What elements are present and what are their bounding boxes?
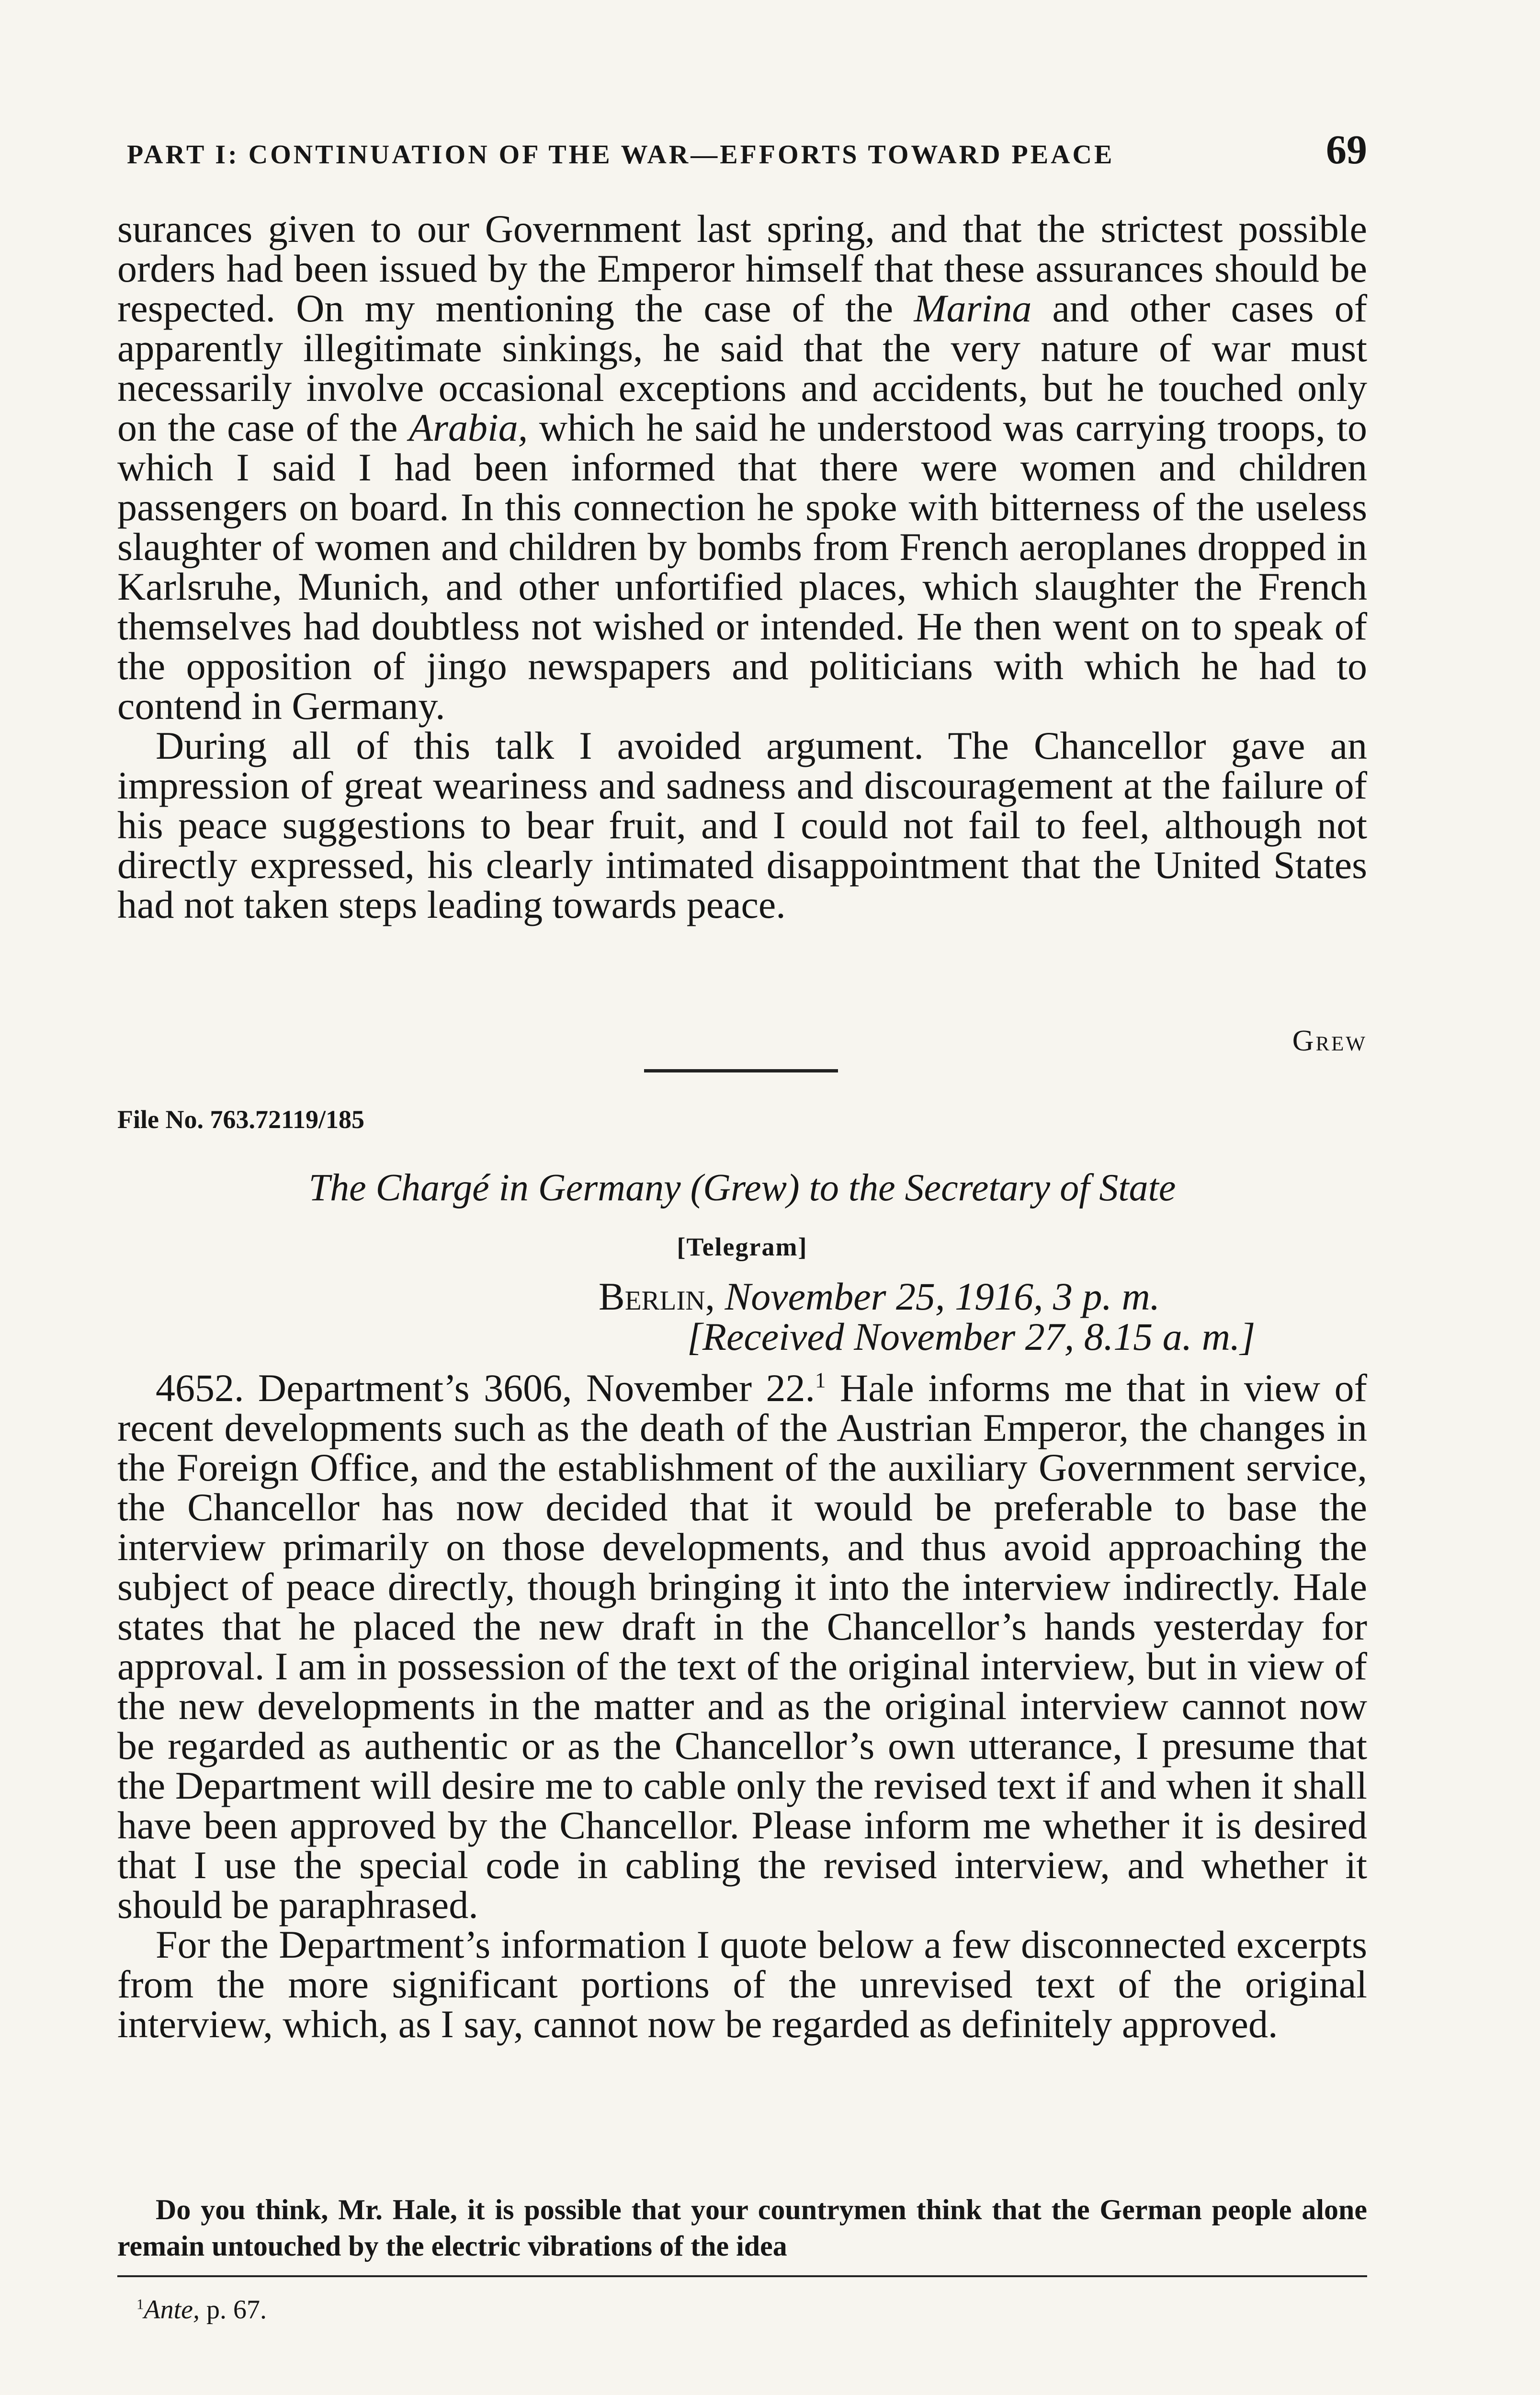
ship-name-marina: Marina: [914, 286, 1032, 330]
running-head: PART I: CONTINUATION OF THE WAR—EFFORTS TOWARD PEACE: [127, 140, 1115, 170]
footnote-page: p. 67.: [206, 2295, 267, 2325]
section-divider: [644, 1069, 838, 1072]
para1-text-c: which he said he understood was carrying troops, to which I said I had been informed that there were women and children passengers on board. In this connection he spoke with bitterness of the useless slaughter of women and children by bombs from French aeroplanes dropped in Karlsruhe, Munich, and other unfortified places, which slaughter the French themselves had doubtless not wished or intended. He then went on to speak of the opposition of jingo newspapers and politicians with which he had to contend in Germany.: [117, 406, 1368, 728]
title-part-b: (Grew): [690, 1167, 800, 1209]
dateline-place: Berlin,: [599, 1275, 715, 1318]
footnote-ref: Ante,: [144, 2295, 200, 2325]
paragraph-3: [117, 1368, 1367, 2044]
dateline-date: November 25, 1916, 3 p. m.: [725, 1275, 1160, 1318]
footnote-ref-1: 1: [815, 1368, 826, 1392]
para1-text-b: and other cases of apparently illegitimate sinkings, he said that the very nature of war must necessarily involve occasional exceptions and accidents, but he touched only on the case of the: [117, 286, 1368, 449]
page-header: [127, 125, 1367, 173]
footnote-1: [117, 2294, 1386, 2325]
quoted-excerpt: Do you think, Mr. Hale, it is possible that your countrymen think that the German people alone remain untouched by the electric vibrations of the idea: [117, 2194, 1367, 2262]
file-number: File No. 763.72119/185: [117, 1105, 364, 1134]
telegram-label: [Telegram]: [677, 1232, 808, 1261]
page-number: 69: [1326, 126, 1367, 172]
dateline-received: [Received November 27, 8.15 a. m.]: [687, 1315, 1256, 1358]
dateline-sent: [599, 1274, 1160, 1319]
paragraph-4: For the Department’s information I quote below a few disconnected excerpts from the more significant portions of the unrevised text of the original interview, which, as I say, cannot now be regarded as definitely approved.: [117, 1923, 1367, 2046]
document-title: [117, 1166, 1367, 1210]
paragraph-1: [117, 209, 1367, 924]
ship-name-arabia: Arabia,: [409, 406, 528, 449]
paragraph-2: During all of this talk I avoided argument. The Chancellor gave an impression of great weariness and sadness and discouragement at the failure of his peace suggestions to bear fruit, and I could not fail to feel, although not directly expressed, his clearly intimated disappointment that the United States had not taken steps leading towards peace.: [117, 724, 1367, 926]
title-part-c: to the Secretary of State: [809, 1167, 1176, 1209]
signature-text: Grew: [1292, 1025, 1367, 1057]
title-part-a: The Chargé in Germany: [308, 1167, 681, 1209]
footnote-divider: [117, 2275, 1367, 2277]
footnote-mark: 1: [136, 2296, 144, 2313]
signature-grew: [117, 1024, 1405, 1058]
para3-text-b: Hale informs me that in view of recent developments such as the death of the Austrian Emperor, the changes in the Foreign Office, and the establishment of the auxiliary Government service, the Chancellor has now decided that it would be preferable to base the interview primarily on those developments, and thus avoid approaching the subject of peace directly, though bringing it into the interview indirectly. Hale states that he placed the new draft in the Chancellor’s hands yesterday for approval. I am in possession of the text of the original interview, but in view of the new developments in the matter and as the original interview cannot now be regarded as authentic or as the Chancellor’s own utterance, I presume that the Department will desire me to cable only the revised text if and when it shall have been approved by the Chancellor. Please inform me whether it is desired that I use the special code in cabling the revised interview, and whether it should be paraphrased.: [117, 1366, 1367, 1927]
para1-text-a: surances given to our Government last spring, and that the strictest possible orders had been issued by the Emperor himself that these assurances should be respected. On my mentioning the case of the: [117, 207, 1367, 330]
para3-text-a: 4652. Department’s 3606, November 22.: [156, 1366, 815, 1410]
